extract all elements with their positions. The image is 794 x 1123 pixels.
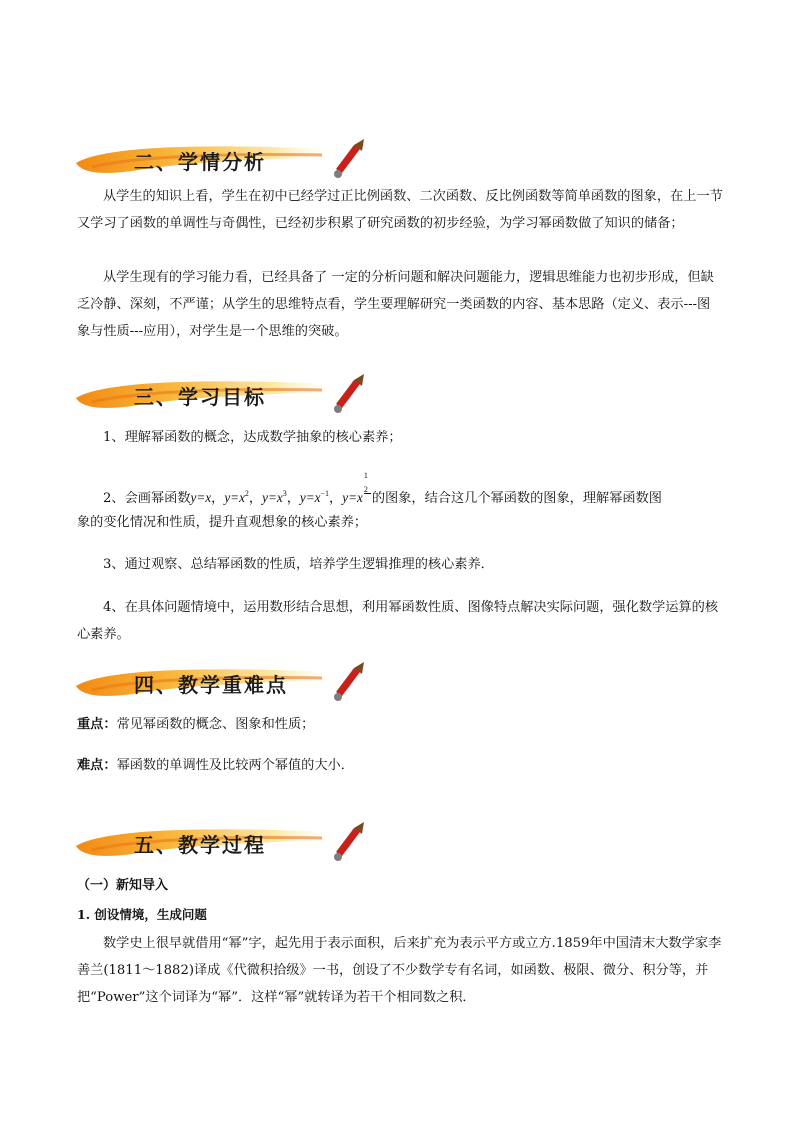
formula-base: y=x	[262, 490, 283, 505]
section-title: 五、教学过程	[134, 833, 266, 857]
section-banner-2	[72, 137, 372, 183]
paragraph: 从学生现有的学习能力看，已经具备了 一定的分析问题和解决问题能力，逻辑思维能力也初步形成，但缺乏冷静、深刻，不严谨；从学生的思维特点看，学生要理解研究一类函数的内容、基本思路（定义、表示---图象与性质---应用），对学生是一个思维的突破。	[77, 270, 714, 339]
key-point	[77, 713, 314, 737]
exponent: 2	[244, 489, 249, 498]
goal-1: 1、理解幂函数的概念，达成数学抽象的核心素养；	[103, 430, 402, 445]
paragraph: 从学生的知识上看，学生在初中已经学过正比例函数、二次函数、反比例函数等简单函数的图象，在上一节又学习了函数的单调性与奇偶性，已经初步积累了研究函数的初步经验，为学习幂函数做了知识的储备；	[77, 189, 723, 231]
subheading: 1. 创设情境，生成问题	[77, 907, 207, 922]
goal-3: 3、通过观察、总结幂函数的性质，培养学生逻辑推理的核心素养．	[103, 557, 494, 572]
subheading: （一）新知导入	[77, 878, 169, 893]
section-title: 三、学习目标	[134, 385, 266, 409]
formula	[262, 490, 287, 505]
key-label: 重点：	[77, 717, 117, 732]
section-banner-4	[72, 660, 372, 706]
formula	[300, 490, 329, 505]
key-text: 常见幂函数的概念、图象和性质；	[116, 717, 315, 732]
paragraph: 数学史上很早就借用“幂”字，起先用于表示面积，后来扩充为表示平方或立方.1859年中国清末大数学家李善兰(1811～1882)译成《代微积拾级》一书，创设了不少数学专有名词，如函数、极限、微分、积分等，并把“Power”这个词译为“幂”．这样“幂”就转译为若干个相同数之积．	[77, 936, 722, 1005]
separator: ，	[286, 491, 300, 506]
goal-4: 4、在具体问题情境中，运用数形结合思想，利用幂函数性质、图像特点解决实际问题，强化数学运算的核心素养。	[77, 600, 719, 642]
formula: y=x	[190, 490, 212, 505]
section-title: 四、教学重难点	[134, 673, 288, 697]
fraction-exponent	[363, 471, 372, 494]
section-banner-3	[72, 372, 372, 418]
formula	[224, 490, 249, 505]
goal-text: 的图象，结合这几个幂函数的图象，理解幂函数图	[371, 491, 662, 506]
formula	[342, 471, 372, 505]
goal-2-line1	[103, 471, 662, 511]
fraction-numerator: 1	[363, 471, 368, 480]
goal-text: 2、会画幂函数	[103, 491, 191, 506]
separator: ，	[329, 491, 343, 506]
exponent: −1	[320, 489, 330, 498]
formula-base: y=x	[299, 490, 321, 505]
exponent: 3	[282, 489, 287, 498]
hard-text: 幂函数的单调性及比较两个幂值的大小．	[116, 758, 354, 773]
section-title: 二、学情分析	[134, 150, 266, 174]
separator: ，	[248, 491, 263, 506]
hard-label: 难点：	[77, 758, 117, 773]
fraction-denominator: 2	[363, 485, 368, 494]
goal-2-line2: 象的变化情况和性质，提升直观想象的核心素养；	[77, 515, 368, 530]
difficult-point	[77, 754, 354, 778]
section-banner-5	[72, 820, 372, 866]
separator: ，	[211, 491, 225, 506]
formula-base: y=x	[342, 490, 363, 505]
formula-base: y=x	[224, 490, 245, 505]
